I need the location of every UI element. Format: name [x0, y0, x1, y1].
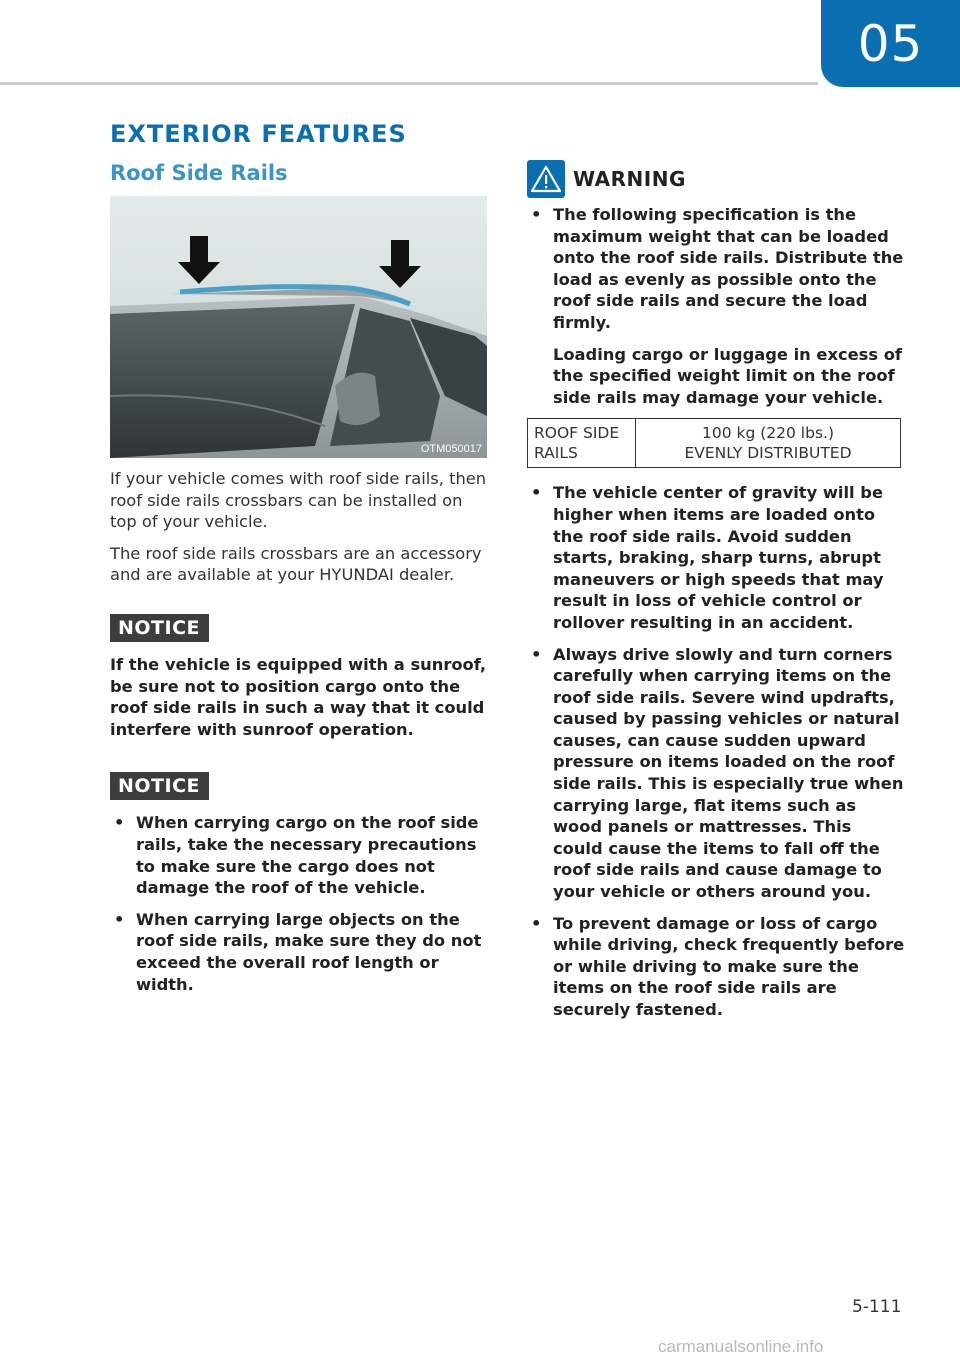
- intro-paragraph: The roof side rails crossbars are an accessory and are available at your HYUNDAI dealer.: [110, 543, 482, 585]
- list-item: • The following specification is the maximum weight that can be loaded onto the roof side rails. Distribute the load as evenly as possible onto the roof side rails and secure the load firmly.: [527, 204, 905, 334]
- warning-title: WARNING: [573, 167, 686, 191]
- warning-header: [527, 160, 905, 198]
- watermark: carmanualsonline.info: [658, 1337, 824, 1356]
- notice-badge: NOTICE: [110, 772, 209, 800]
- notice-block-sunroof: [110, 596, 490, 740]
- warning-list: [527, 482, 905, 1020]
- list-item: • Always drive slowly and turn corners carefully when carrying items on the roof side rails. Severe wind updrafts, caused by passing vehicles or natural causes, can cause sudden upward pressure on items loaded on the roof side rails. This is especially true when carrying large, flat items such as wood panels or mattresses. This could cause the items to fall off the roof side rails and cause damage to your vehicle or others around you.: [527, 644, 905, 903]
- notice-text: If the vehicle is equipped with a sunroof, be sure not to position cargo onto the roof side rails in such a way that it could interfere with sunroof operation.: [110, 654, 487, 739]
- warning-list: [527, 204, 905, 334]
- figure-code: OTM050017: [420, 443, 482, 455]
- list-item: • To prevent damage or loss of cargo while driving, check frequently before or while driving to make sure the items on the roof side rails are securely fastened.: [527, 913, 905, 1021]
- header-rule: [0, 82, 818, 85]
- section-title: EXTERIOR FEATURES: [110, 120, 407, 148]
- left-column: [110, 468, 490, 1005]
- spec-value-line: EVENLY DISTRIBUTED: [684, 444, 852, 463]
- spec-table: [527, 418, 901, 468]
- subsection-title: Roof Side Rails: [110, 161, 288, 185]
- list-item: • The vehicle center of gravity will be higher when items are loaded onto the roof side rails. Avoid sudden starts, braking, sharp turns, abrupt maneuvers or high speeds that may result in loss of vehicle control or rollover resulting in an accident.: [527, 482, 905, 633]
- table-row: [528, 419, 901, 468]
- warning-followup: Loading cargo or luggage in excess of the specified weight limit on the roof side rails may damage your vehicle.: [553, 344, 902, 407]
- page-number: 5-111: [852, 1297, 902, 1317]
- intro-paragraph: If your vehicle comes with roof side rails, then roof side rails crossbars can be installed on top of your vehicle.: [110, 469, 487, 532]
- right-column: [527, 160, 905, 1031]
- list-item: • When carrying cargo on the roof side rails, take the necessary precautions to make sure the cargo does not damage the roof of the vehicle.: [110, 812, 490, 898]
- notice-list: [110, 812, 490, 995]
- list-item: • When carrying large objects on the roof side rails, make sure they do not exceed the overall roof length or width.: [110, 909, 490, 995]
- spec-value-line: 100 kg (220 lbs.): [701, 424, 834, 443]
- chapter-number: 05: [857, 14, 924, 73]
- roof-rails-illustration: [110, 196, 487, 458]
- notice-block-cargo: [110, 754, 490, 995]
- car-roof-drawing: [110, 196, 487, 458]
- notice-badge: NOTICE: [110, 614, 209, 642]
- chapter-tab: [821, 0, 960, 87]
- spec-value: [636, 419, 901, 468]
- warning-triangle-icon: [527, 160, 565, 198]
- spec-label: ROOF SIDE RAILS: [528, 419, 636, 468]
